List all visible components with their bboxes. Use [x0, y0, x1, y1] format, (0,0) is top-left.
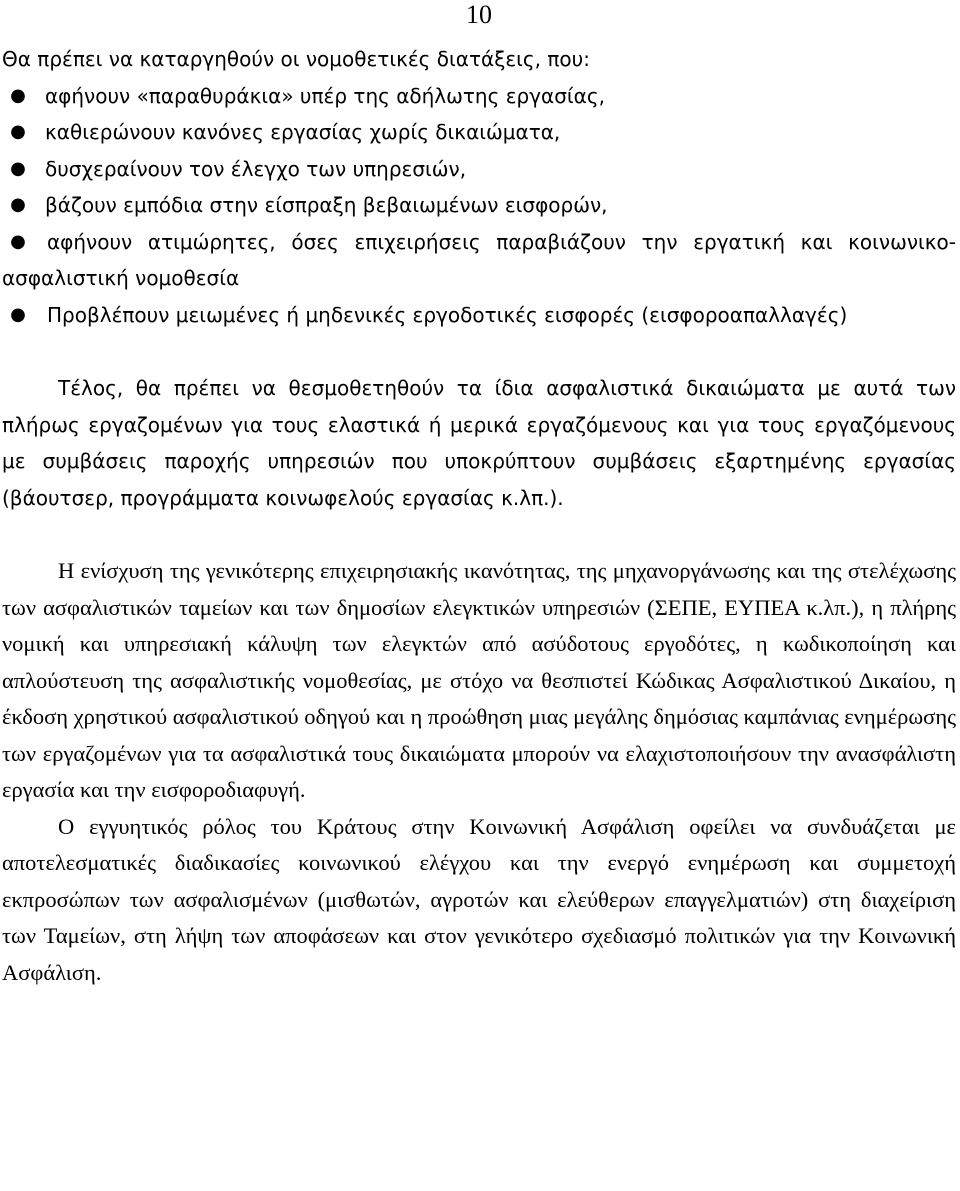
bullet-icon: ●	[10, 303, 26, 325]
list-item-text: καθιερώνουν κανόνες εργασίας χωρίς δικαιώματα,	[45, 120, 561, 144]
list-item-text: αφήνουν ατιμώρητες, όσες επιχειρήσεις παραβιάζουν την εργατική και κοινωνικο-ασφαλιστική νομοθεσία	[2, 229, 956, 290]
bullet-icon: ●	[10, 84, 26, 106]
bullet-icon: ●	[10, 194, 26, 215]
paragraph-state-role: Ο εγγυητικός ρόλος του Κράτους στην Κοινωνική Ασφάλιση οφείλει να συνδυάζεται με αποτελεσματικές διαδικασίες κοινωνικού ελέγχου και την ενεργό ενημέρωση και συμμετοχή εκπροσώπων των ασφαλισμένων (μισθωτών, αγροτών και ελεύθερων επαγγελματιών) στη διαχείριση των Ταμείων, στη λήψη των αποφάσεων και στον γενικότερο σχεδιασμό πολιτικών για την Κοινωνική Ασφάλιση.	[2, 813, 956, 985]
list-item	[2, 224, 956, 297]
list-item	[2, 78, 956, 115]
intro-line: Θα πρέπει να καταργηθούν οι νομοθετικές διατάξεις, που:	[2, 47, 590, 71]
bullet-icon: ●	[10, 121, 26, 142]
paragraph-equal-rights: Τέλος, θα πρέπει να θεσμοθετηθούν τα ίδια ασφαλιστικά δικαιώματα με αυτά των πλήρως εργαζομένων για τους ελαστικά ή μερικά εργαζόμενους και για τους εργαζόμενους με συμβάσεις παροχής υπηρεσιών που υποκρύπτουν συμβάσεις εξαρτημένης εργασίας (βάουτσερ, προγράμματα κοινωφελούς εργασίας κ.λπ.).	[2, 376, 956, 510]
bullet-icon: ●	[10, 230, 26, 252]
page-number: 10	[466, 0, 492, 29]
list-item-text: Προβλέπουν μειωμένες ή μηδενικές εργοδοτικές εισφορές (εισφοροαπαλλαγές)	[47, 302, 848, 327]
list-item	[2, 297, 956, 334]
list-item-text: βάζουν εμπόδια στην είσπραξη βεβαιωμένων εισφορών,	[45, 193, 608, 217]
bullet-icon: ●	[10, 157, 26, 179]
bullet-list	[2, 78, 956, 334]
list-item	[2, 114, 956, 151]
list-item	[2, 187, 956, 224]
paragraph-capacity: Η ενίσχυση της γενικότερης επιχειρησιακής ικανότητας, της μηχανοργάνωσης και της στελέχωσης των ασφαλιστικών ταμείων και των δημοσίων ελεγκτικών υπηρεσιών (ΣΕΠΕ, ΕΥΠΕΑ κ.λπ.), η πλήρης νομική και υπηρεσιακή κάλυψη των ελεγκτών από ασύδοτους εργοδότες, η κωδικοποίηση και απλούστευση της ασφαλιστικής νομοθεσίας, με στόχο να θεσπιστεί Κώδικας Ασφαλιστικού Δικαίου, η έκδοση χρηστικού ασφαλιστικού οδηγού και η προώθηση μιας μεγάλης δημόσιας καμπάνιας ενημέρωσης των εργαζομένων για τα ασφαλιστικά τους δικαιώματα μπορούν να ελαχιστοποιήσουν την ανασφάλιστη εργασία και την εισφοροδιαφυγή.	[2, 558, 956, 802]
spacer	[2, 333, 956, 370]
document-body	[2, 41, 956, 991]
list-item-text: αφήνουν «παραθυράκια» υπέρ της αδήλωτης εργασίας,	[45, 83, 605, 108]
list-item-text: δυσχεραίνουν τον έλεγχο των υπηρεσιών,	[45, 156, 467, 181]
spacer	[2, 516, 956, 553]
list-item	[2, 151, 956, 188]
